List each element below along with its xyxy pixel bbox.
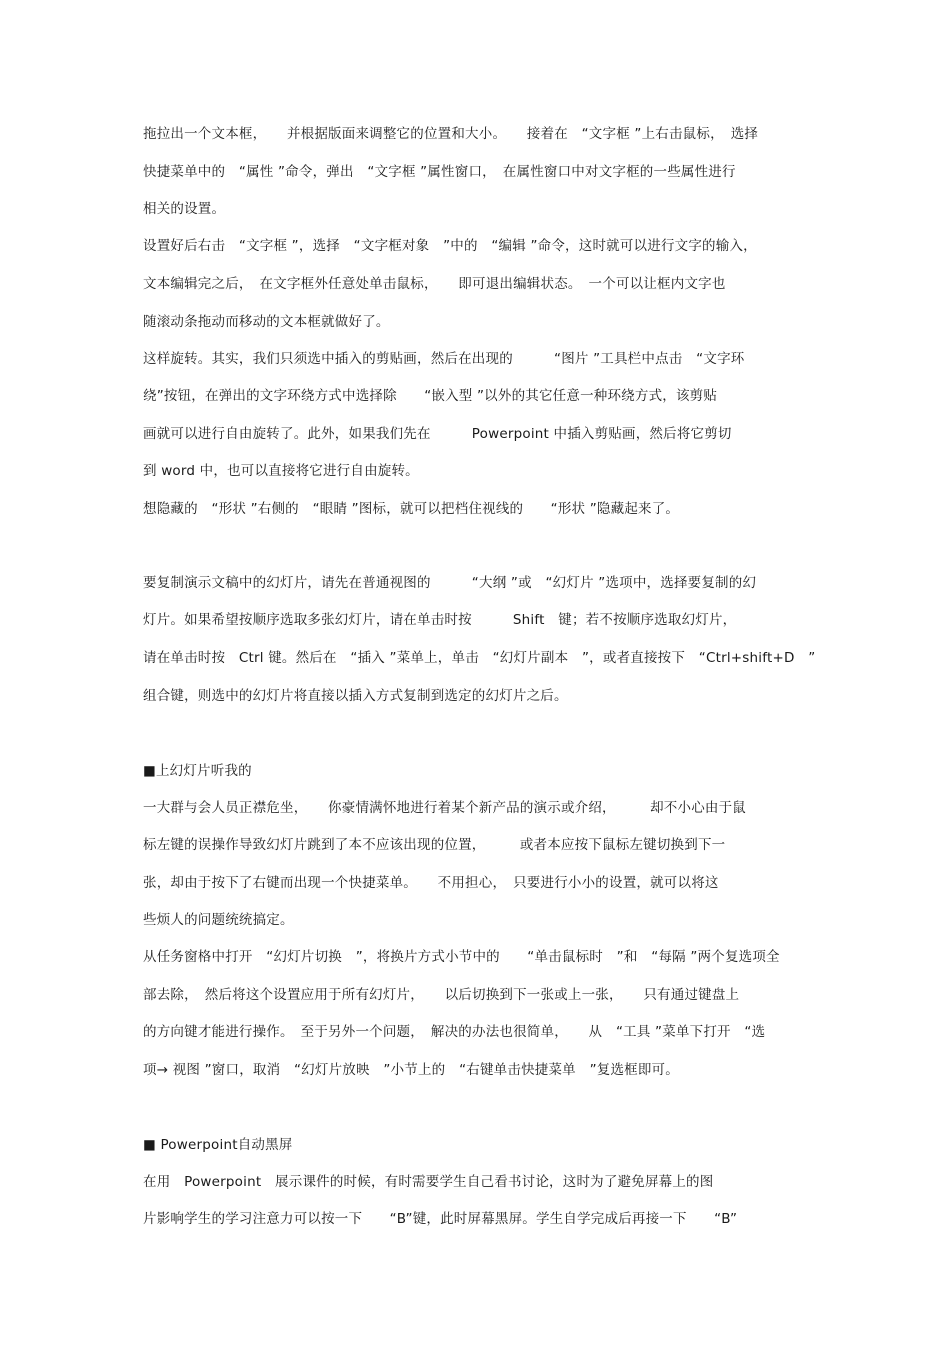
paragraph-6-line-4: 些烦人的问题统统搞定。 — [143, 912, 294, 928]
paragraph-3-line-3: 画就可以进行自由旋转了。此外，如果我们先在 Powerpoint 中插入剪贴画，然后将它剪切 — [143, 426, 732, 442]
paragraph-7-line-4: 项→ 视图 ”窗口，取消 “幻灯片放映 ”小节上的 “右键单击快捷菜单 ”复选框即可。 — [143, 1062, 679, 1078]
paragraph-7-line-3: 的方向键才能进行操作。 至于另外一个问题， 解决的办法也很简单， 从 “工具 ”菜单下打开 “选 — [143, 1024, 766, 1040]
paragraph-6-line-1: 一大群与会人员正襟危坐， 你豪情满怀地进行着某个新产品的演示或介绍， 却不小心由于鼠 — [143, 800, 746, 816]
paragraph-5-line-1: 要复制演示文稿中的幻灯片，请先在普通视图的 “大纲 ”或 “幻灯片 ”选项中，选择要复制的幻 — [143, 575, 757, 591]
section-heading-slides: ■上幻灯片听我的 — [143, 763, 252, 779]
paragraph-4-line-1: 想隐藏的 “形状 ”右侧的 “眼睛 ”图标，就可以把档住视线的 “形状 ”隐藏起来了。 — [143, 501, 680, 517]
paragraph-1-line-3: 相关的设置。 — [143, 201, 226, 217]
paragraph-7-line-2: 部去除， 然后将这个设置应用于所有幻灯片， 以后切换到下一张或上一张， 只有通过键盘上 — [143, 987, 740, 1003]
paragraph-5-line-4: 组合键，则选中的幻灯片将直接以插入方式复制到选定的幻灯片之后。 — [143, 688, 568, 704]
paragraph-3-line-2: 绕”按钮，在弹出的文字环绕方式中选择除 “嵌入型 ”以外的其它任意一种环绕方式，该剪贴 — [143, 388, 718, 404]
paragraph-3-line-1: 这样旋转。其实，我们只须选中插入的剪贴画，然后在出现的 “图片 ”工具栏中点击 “文字环 — [143, 351, 745, 367]
paragraph-8-line-1: 在用 Powerpoint 展示课件的时候，有时需要学生自己看书讨论，这时为了避免屏幕上的图 — [143, 1174, 714, 1190]
paragraph-6-line-3: 张，却由于按下了右键而出现一个快捷菜单。 不用担心， 只要进行小小的设置，就可以将这 — [143, 875, 719, 891]
paragraph-2-line-2: 文本编辑完之后， 在文字框外任意处单击鼠标， 即可退出编辑状态。 一个可以让框内文字也 — [143, 276, 726, 292]
paragraph-3-line-4: 到 word 中，也可以直接将它进行自由旋转。 — [143, 463, 419, 479]
section-heading-blackscreen: ■ Powerpoint自动黑屏 — [143, 1137, 293, 1153]
paragraph-7-line-1: 从任务窗格中打开 “幻灯片切换 ”，将换片方式小节中的 “单击鼠标时 ”和 “每隔 ”两个复选项全 — [143, 949, 780, 965]
paragraph-6-line-2: 标左键的误操作导致幻灯片跳到了本不应该出现的位置， 或者本应按下鼠标左键切换到下一 — [143, 837, 726, 853]
paragraph-2-line-3: 随滚动条拖动而移动的文本框就做好了。 — [143, 314, 390, 330]
paragraph-1-line-1: 拖拉出一个文本框， 并根据版面来调整它的位置和大小。 接着在 “文字框 ”上右击鼠标， 选择 — [143, 126, 759, 142]
paragraph-2-line-1: 设置好后右击 “文字框 ”，选择 “文字框对象 ”中的 “编辑 ”命令，这时就可以进行文字的输入， — [143, 238, 757, 254]
paragraph-1-line-2: 快捷菜单中的 “属性 ”命令，弹出 “文字框 ”属性窗口， 在属性窗口中对文字框的一些属性进行 — [143, 164, 736, 180]
paragraph-5-line-2: 灯片。如果希望按顺序选取多张幻灯片，请在单击时按 Shift 键；若不按顺序选取幻灯片， — [143, 612, 737, 628]
paragraph-8-line-2: 片影响学生的学习注意力可以按一下 “B”键，此时屏幕黑屏。学生自学完成后再接一下 “B” — [143, 1211, 738, 1227]
paragraph-5-line-3: 请在单击时按 Ctrl 键。然后在 “插入 ”菜单上，单击 “幻灯片副本 ”，或者直接按下 “Ctrl+shift+D ” — [143, 650, 816, 666]
